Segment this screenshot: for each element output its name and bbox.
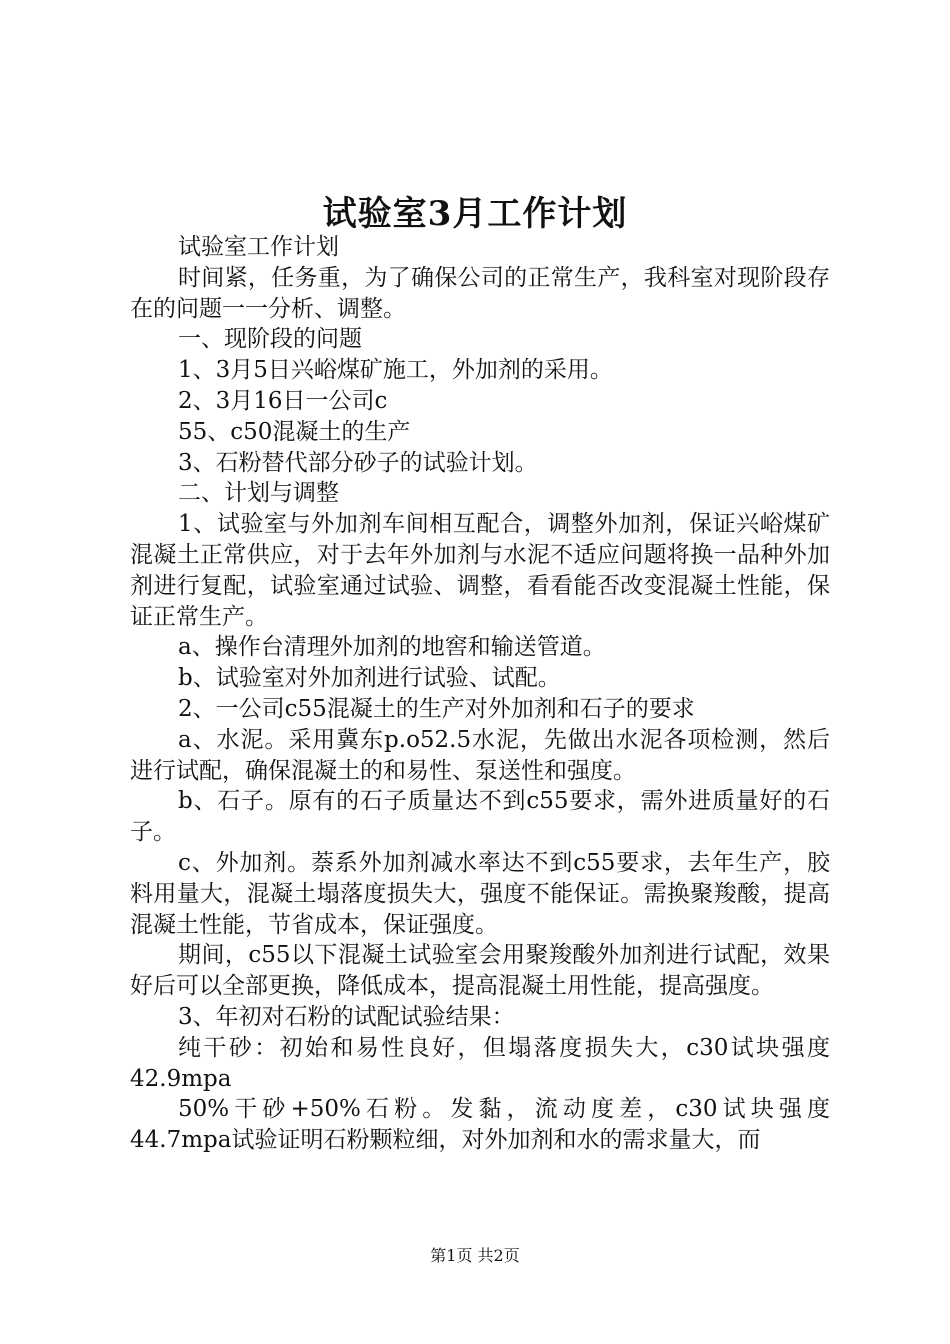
paragraph: 纯干砂：初始和易性良好，但塌落度损失大，c30试块强度42.9mpa	[130, 1034, 830, 1092]
paragraph: c、外加剂。萘系外加剂减水率达不到c55要求，去年生产，胶料用量大，混凝土塌落度损失大，强度不能保证。需换聚羧酸，提高混凝土性能，节省成本，保证强度。	[130, 849, 830, 938]
document-body	[130, 232, 830, 1156]
paragraph: 1、试验室与外加剂车间相互配合，调整外加剂，保证兴峪煤矿混凝土正常供应，对于去年外加剂与水泥不适应问题将换一品种外加剂进行复配，试验室通过试验、调整，看看能否改变混凝土性能，保证正常生产。	[130, 511, 830, 630]
paragraph: 2、3月16日一公司c	[178, 387, 388, 414]
document-title: 试验室3月工作计划	[322, 194, 628, 234]
paragraph: 期间，c55以下混凝土试验室会用聚羧酸外加剂进行试配，效果好后可以全部更换，降低成本，提高混凝土用性能，提高强度。	[130, 942, 830, 1000]
section-heading: 二、计划与调整	[178, 480, 339, 507]
paragraph: a、操作台清理外加剂的地窖和输送管道。	[178, 634, 606, 661]
paragraph: b、石子。原有的石子质量达不到c55要求，需外进质量好的石子。	[130, 788, 830, 846]
paragraph: 50%干砂+50%石粉。发黏，流动度差，c30试块强度44.7mpa试验证明石粉颗粒细，对外加剂和水的需求量大，而	[130, 1096, 830, 1154]
paragraph: 试验室工作计划	[178, 234, 339, 260]
paragraph: 55、c50混凝土的生产	[178, 418, 411, 445]
paragraph: 时间紧，任务重，为了确保公司的正常生产，我科室对现阶段存在的问题一一分析、调整。	[130, 264, 830, 322]
paragraph: 1、3月5日兴峪煤矿施工，外加剂的采用。	[178, 357, 613, 384]
paragraph: a、水泥。采用冀东p.o52.5水泥，先做出水泥各项检测，然后进行试配，确保混凝土的和易性、泵送性和强度。	[130, 726, 830, 784]
paragraph: 3、年初对石粉的试配试验结果：	[178, 1003, 515, 1030]
page-footer: 第1页 共2页	[430, 1246, 520, 1265]
paragraph: 2、一公司c55混凝土的生产对外加剂和石子的要求	[178, 695, 695, 722]
paragraph: b、试验室对外加剂进行试验、试配。	[178, 665, 561, 692]
paragraph: 3、石粉替代部分砂子的试验计划。	[178, 449, 538, 476]
section-heading: 一、现阶段的问题	[178, 326, 362, 353]
